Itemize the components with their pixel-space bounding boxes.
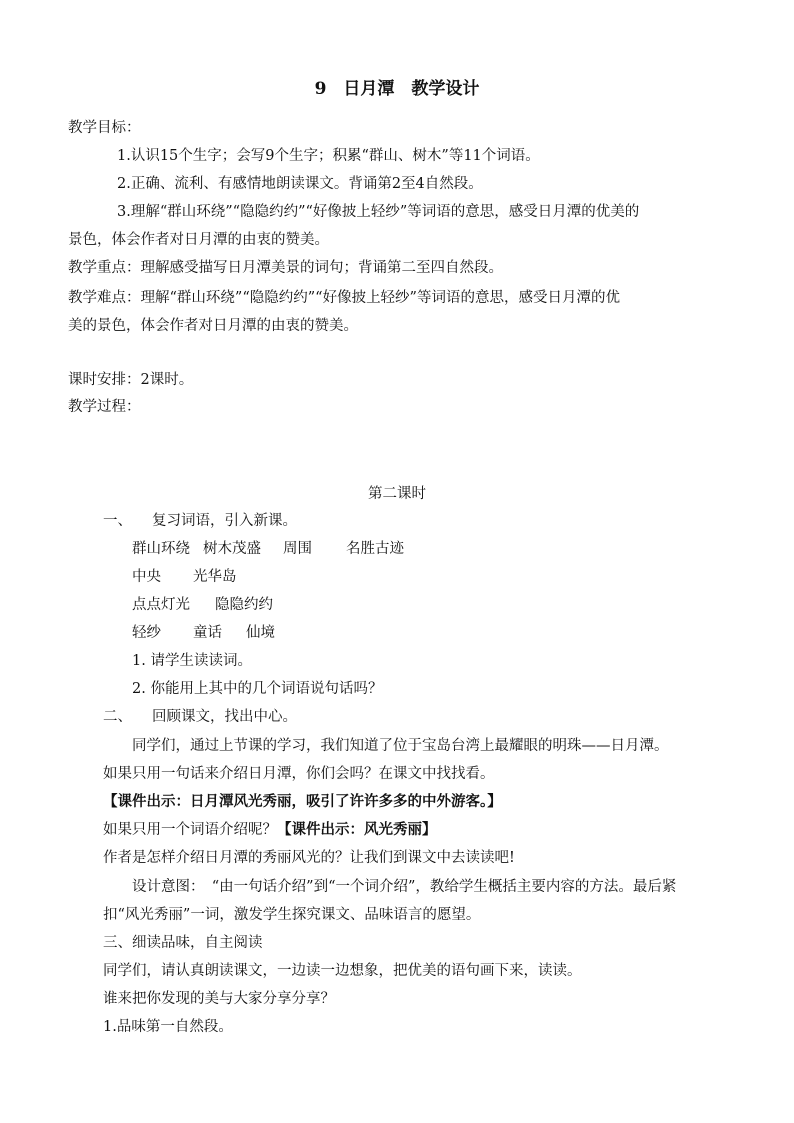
goal-item: 2.正确、流利、有感情地朗读课文。背诵第2至4自然段。 — [117, 176, 483, 192]
word: 名胜古迹 — [346, 541, 404, 557]
section-number: 一、 — [103, 513, 132, 529]
paragraph: 同学们，通过上节课的学习，我们知道了位于宝岛台湾上最耀眼的明珠——日月潭。 — [132, 738, 669, 754]
word: 光华岛 — [193, 569, 237, 585]
document-title: 9 日月潭 教学设计 — [314, 79, 480, 99]
schedule: 课时安排：2课时。 — [68, 372, 194, 388]
design-intent: 设计意图： “由一句话介绍”到“一个词介绍”，教给学生概括主要内容的方法。最后紧 — [132, 879, 677, 895]
goal-item-continuation: 景色，体会作者对日月潭的由衷的赞美。 — [68, 232, 329, 248]
word: 中央 — [132, 569, 161, 585]
difficulty-line: 美的景色，体会作者对日月潭的由衷的赞美。 — [68, 318, 358, 334]
section-number: 二、 — [103, 709, 132, 725]
word: 轻纱 — [132, 625, 161, 641]
paragraph: 作者是怎样介绍日月潭的秀丽风光的？让我们到课文中去读读吧! — [103, 850, 515, 866]
courseware-display: 【课件出示：风光秀丽】 — [277, 821, 437, 838]
design-intent-continuation: 扣“风光秀丽”一词，激发学生探究课文、品味语言的愿望。 — [103, 907, 481, 923]
question-item: 2. 你能用上其中的几个词语说句话吗？ — [132, 681, 383, 697]
paragraph: 1.品味第一自然段。 — [103, 1019, 233, 1035]
section-heading: 回顾课文，找出中心。 — [152, 709, 297, 725]
paragraph — [103, 820, 437, 840]
word-list-row — [132, 623, 275, 643]
paragraph: 谁来把你发现的美与大家分享分享？ — [103, 991, 335, 1007]
word-list-row — [132, 595, 273, 615]
question-item: 1. 请学生读读词。 — [132, 653, 252, 669]
word: 点点灯光 — [132, 597, 190, 613]
process-label: 教学过程： — [68, 399, 141, 415]
difficulty-line: 教学难点：理解“群山环绕”“隐隐约约”“好像披上轻纱”等词语的意思，感受日月潭的优 — [68, 290, 620, 306]
paragraph-text: 如果只用一个词语介绍呢？ — [103, 822, 277, 838]
section-heading: 三、细读品味，自主阅读 — [103, 935, 263, 951]
section-heading: 复习词语，引入新课。 — [152, 513, 297, 529]
paragraph: 同学们，请认真朗读课文，一边读一边想象，把优美的语句画下来，读读。 — [103, 963, 582, 979]
word-list-row — [132, 539, 404, 559]
word: 童话 — [193, 625, 222, 641]
word: 树木茂盛 — [203, 541, 261, 557]
word: 群山环绕 — [132, 541, 190, 557]
goal-item: 1.认识15个生字；会写9个生字；积累“群山、树木”等11个词语。 — [117, 148, 540, 164]
key-point: 教学重点：理解感受描写日月潭美景的词句；背诵第二至四自然段。 — [68, 260, 503, 276]
word-list-row — [132, 567, 237, 587]
word: 仙境 — [246, 625, 275, 641]
word: 周围 — [283, 541, 312, 557]
goals-label: 教学目标： — [68, 120, 141, 136]
courseware-display: 【课件出示：日月潭风光秀丽，吸引了许许多多的中外游客。】 — [103, 793, 502, 810]
goal-item: 3.理解“群山环绕”“隐隐约约”“好像披上轻纱”等词语的意思，感受日月潭的优美的 — [117, 204, 640, 220]
word: 隐隐约约 — [215, 597, 273, 613]
paragraph: 如果只用一句话来介绍日月潭，你们会吗？在课文中找找看。 — [103, 766, 495, 782]
lesson-title: 第二课时 — [368, 486, 426, 502]
